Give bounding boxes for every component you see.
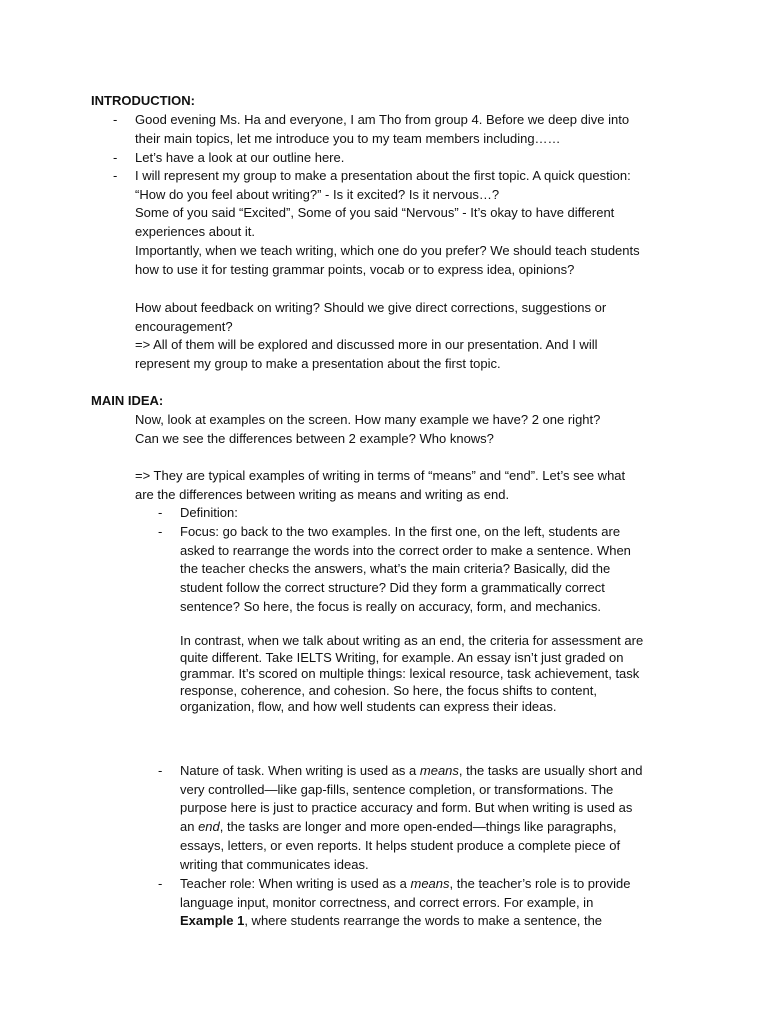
means-emphasis: means — [410, 876, 450, 891]
bullet-dash: - — [158, 505, 163, 520]
bullet-dash: - — [113, 112, 118, 127]
means-emphasis: means — [419, 763, 459, 778]
introduction-heading: INTRODUCTION: — [91, 93, 195, 108]
definition-bullet — [158, 504, 758, 523]
teacher-role-part3: , where students rearrange the words to make a sentence, the — [244, 913, 603, 929]
bullet-dash: - — [113, 168, 118, 183]
focus-text: Focus: go back to the two examples. In the first one, on the left, students are asked to rearrange the words into the correct order to make a sentence. When the teacher checks the answers, what’s the main criteria? Basically, did the student follow the correct structure? Did they form a grammatically correct sentence? So here, the focus is really on accuracy, form, and mechanics. — [180, 524, 631, 614]
contrast-paragraph: In contrast, when we talk about writing as an end, the criteria for assessment are quite different. Take IELTS Writing, for example. An essay isn’t just graded on grammar. It’s scored on multiple things: lexical resource, task achievement, task response, coherence, and cohesion. So here, the focus shifts to content, organization, flow, and how well students can express their ideas. — [180, 633, 644, 714]
teacher-role-part2: , the teacher’s role is to provide language input, monitor correctness, and correct errors. For example, in — [180, 876, 631, 910]
teacher-role-part1: Teacher role: When writing is used as a — [180, 876, 411, 891]
means-end-paragraph: => They are typical examples of writing in terms of “means” and “end”. Let’s see what are the differences between writing as means and writing as end. — [135, 468, 626, 502]
teacher-role-text — [180, 875, 758, 931]
main-idea-heading: MAIN IDEA: — [91, 393, 164, 408]
bullet-dash: - — [158, 524, 163, 539]
feedback-paragraph: How about feedback on writing? Should we give direct corrections, suggestions or encouragement? => All of them will be explored and discussed more in our presentation. And I will represent my group to make a presentation about the first topic. — [135, 300, 607, 372]
focus-bullet — [158, 523, 758, 617]
definition-text: Definition: — [180, 505, 238, 520]
end-emphasis: end — [198, 819, 220, 835]
intro-bullet-1-text: Good evening Ms. Ha and everyone, I am Tho from group 4. Before we deep dive into their main topics, let me introduce you to my team members including…… — [135, 112, 630, 146]
nature-of-task-text — [180, 762, 758, 874]
teacher-role-bullet — [158, 875, 758, 931]
bullet-dash: - — [113, 150, 118, 165]
nature-of-task-bullet — [158, 762, 758, 874]
nature-of-task-part1: Nature of task. When writing is used as a — [180, 763, 420, 778]
intro-bullet-1 — [113, 111, 753, 148]
intro-bullet-3-text: I will represent my group to make a presentation about the first topic. A quick question: “How do you feel about writing?” - Is it excited? Is it nervous…? Some of you said “Excited”, Some of you said “Nervous” - It’s okay to have different experiences about it. Importantly, when we teach writing, which one do you prefer? We should teach students how to use it for testing grammar points, vocab or to express idea, opinions? — [135, 168, 640, 277]
nature-of-task-part2: , the tasks are usually short and very controlled—like gap-fills, sentence completion, or transformations. The purpose here is just to practice accuracy and form. But when writing is used as an — [180, 763, 643, 835]
bullet-dash: - — [158, 876, 163, 891]
example-1-label: Example 1 — [180, 913, 245, 929]
intro-bullet-3 — [113, 167, 753, 279]
bullet-dash: - — [158, 763, 163, 778]
intro-bullet-2-text: Let’s have a look at our outline here. — [135, 150, 345, 165]
intro-bullet-2 — [113, 149, 753, 168]
main-idea-intro-paragraph: Now, look at examples on the screen. How many example we have? 2 one right? Can we see the differences between 2 example? Who knows? — [135, 412, 601, 446]
nature-of-task-part3: , the tasks are longer and more open-ended—things like paragraphs, essays, letters, or even reports. It helps student produce a complete piece of writing that communicates ideas. — [180, 819, 621, 872]
